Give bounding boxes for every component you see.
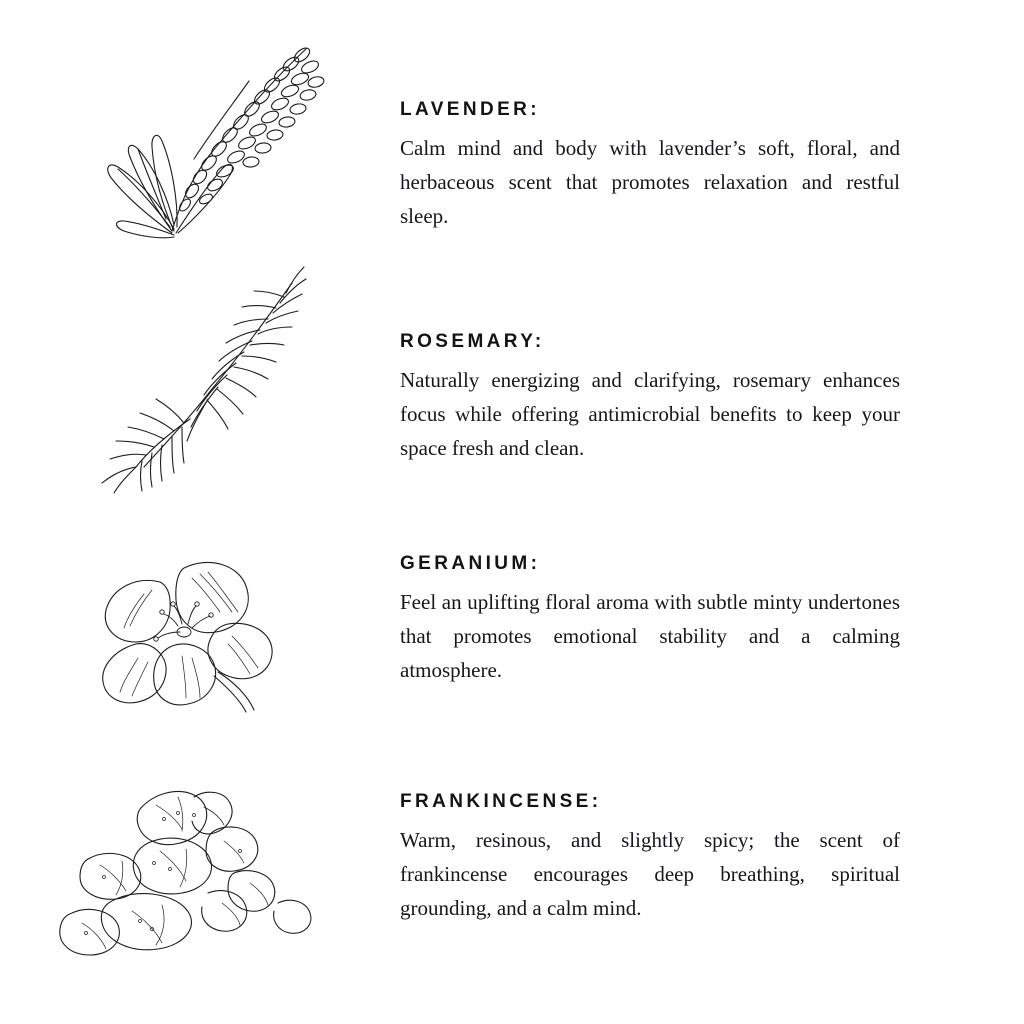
ingredient-title: ROSEMARY: bbox=[400, 331, 545, 352]
ingredient-title: GERANIUM: bbox=[400, 553, 541, 574]
ingredient-text bbox=[400, 38, 920, 233]
list-item bbox=[0, 502, 1024, 734]
list-item bbox=[0, 38, 1024, 270]
ingredient-description: Calm mind and body with lavender’s soft, floral, and herbaceous scent that promotes relaxation and restful sleep. bbox=[400, 135, 900, 228]
ingredient-description: Naturally energizing and clarifying, rosemary enhances focus while offering antimicrobial benefits to keep your space fresh and clean. bbox=[400, 367, 900, 460]
ingredient-description: Feel an uplifting floral aroma with subtle minty undertones that promotes emotional stability and a calming atmosphere. bbox=[400, 589, 900, 682]
geranium-flower-illustration bbox=[0, 510, 382, 742]
ingredient-title: FRANKINCENSE: bbox=[400, 791, 602, 812]
lavender-sprig-illustration bbox=[0, 28, 394, 260]
rosemary-sprig-illustration bbox=[0, 270, 390, 502]
ingredient-text bbox=[400, 502, 920, 687]
list-item bbox=[0, 734, 1024, 966]
ingredient-description: Warm, resinous, and slightly spicy; the scent of frankincense encourages deep breathing, spiritual grounding, and a calm mind. bbox=[400, 827, 900, 920]
list-item bbox=[0, 270, 1024, 502]
ingredient-title: LAVENDER: bbox=[400, 99, 541, 120]
ingredient-text bbox=[400, 270, 920, 465]
frankincense-resin-illustration bbox=[0, 752, 378, 984]
ingredient-text bbox=[400, 734, 920, 925]
